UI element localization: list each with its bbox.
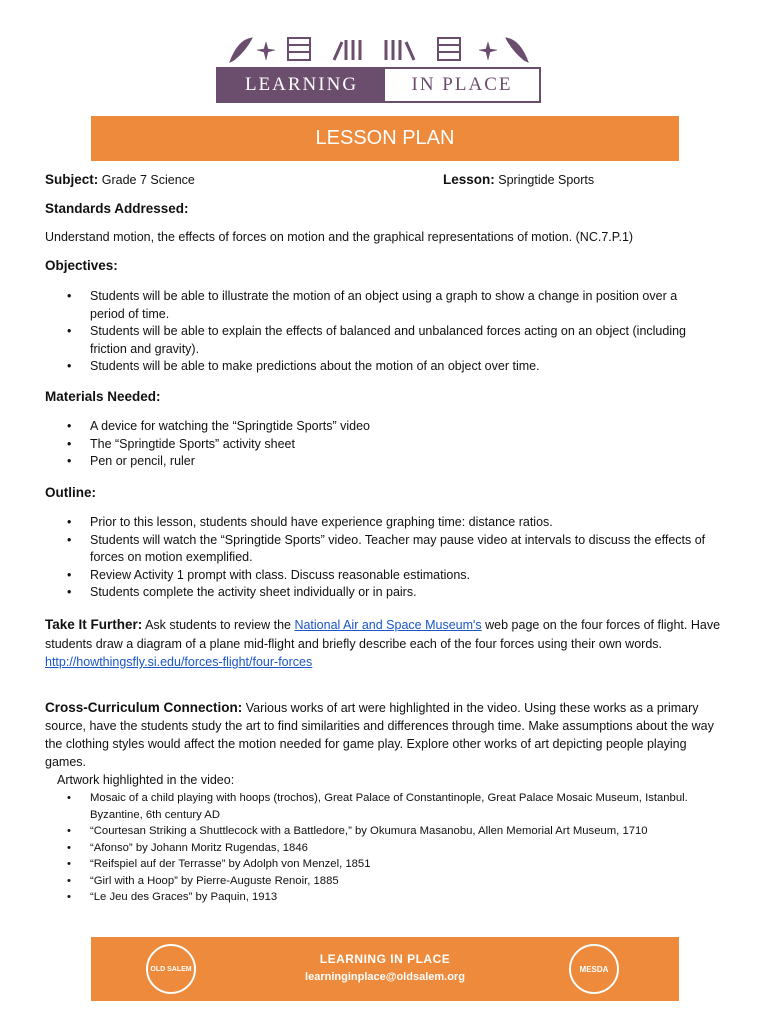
logo-left-text: LEARNING	[218, 69, 385, 101]
subject-value: Grade 7 Science	[101, 173, 195, 187]
take-it-further	[45, 616, 730, 672]
further-text-1: Ask students to review the	[145, 618, 291, 632]
book-icon	[288, 38, 310, 60]
star-icon	[257, 42, 275, 60]
footer-title: LEARNING IN PLACE	[319, 952, 451, 966]
artwork-list	[45, 790, 725, 906]
further-label: Take It Further:	[45, 617, 143, 632]
star-icon-2	[479, 42, 497, 60]
footer-banner	[91, 937, 679, 1001]
list-item: • “Le Jeu des Graces” by Paquin, 1913	[45, 889, 725, 906]
old-salem-seal: OLD SALEM	[146, 944, 196, 994]
list-item: • Students will be able to explain the effects of balanced and unbalanced forces acting on an object (including friction and gravity).	[45, 323, 710, 358]
quill-icon	[230, 38, 252, 62]
lesson-line	[443, 171, 594, 189]
list-item: • Students will be able to make predictions about the motion of an object over time.	[45, 358, 710, 376]
list-item: • “Reifspiel auf der Terrasse” by Adolph von Menzel, 1851	[45, 856, 725, 873]
cross-label: Cross-Curriculum Connection:	[45, 700, 243, 715]
cross-curriculum	[45, 699, 730, 771]
lesson-label: Lesson:	[443, 172, 495, 187]
nasm-link[interactable]: National Air and Space Museum's	[294, 618, 482, 632]
quill-icon-2	[506, 38, 528, 62]
outline-list	[45, 514, 725, 602]
footer-email[interactable]: learninginplace@oldsalem.org	[305, 971, 465, 983]
artwork-heading: Artwork highlighted in the video:	[57, 773, 235, 787]
book-icon-2	[438, 38, 460, 60]
list-item: • A device for watching the “Springtide Sports” video	[45, 418, 710, 436]
standards-text: Understand motion, the effects of forces on motion and the graphical representations of motion. (NC.7.P.1)	[45, 230, 634, 244]
standards-heading: Standards Addressed:	[45, 201, 189, 216]
lesson-value: Springtide Sports	[498, 173, 595, 187]
further-text-2: web page on the four forces of flight. Have students draw a diagram of a plane mid-flight and briefly describe each of the four forces using their own words.	[45, 618, 721, 651]
objectives-heading: Objectives:	[45, 258, 118, 273]
books-icon	[334, 40, 360, 60]
mesda-seal: MESDA	[569, 944, 619, 994]
list-item: • Review Activity 1 prompt with class. Discuss reasonable estimations.	[45, 567, 725, 585]
list-item: • Students will be able to illustrate the motion of an object using a graph to show a change in position over a period of time.	[45, 288, 710, 323]
header-icons	[226, 34, 532, 66]
list-item: • Students will watch the “Springtide Sports” video. Teacher may pause video at intervals to discuss the effects of forces on motion exemplified.	[45, 532, 725, 567]
subject-line	[45, 171, 195, 189]
objectives-list	[45, 288, 710, 376]
list-item: • Prior to this lesson, students should have experience graphing time: distance ratios.	[45, 514, 725, 532]
list-item: • Pen or pencil, ruler	[45, 453, 710, 471]
list-item: • “Girl with a Hoop” by Pierre-Auguste Renoir, 1885	[45, 873, 725, 890]
lesson-plan-banner: LESSON PLAN	[91, 116, 679, 161]
subject-label: Subject:	[45, 172, 99, 187]
list-item: • “Afonso” by Johann Moritz Rugendas, 1846	[45, 840, 725, 857]
learning-in-place-logo	[216, 67, 541, 103]
logo-right-text: IN PLACE	[411, 74, 513, 95]
cross-text: Various works of art were highlighted in the video. Using these works as a primary source, have the students study the art to find similarities and differences through time. Make assumptions about the way the clothing styles would affect the motion needed for game play. Explore other works of art depicting people playing games.	[45, 701, 714, 769]
four-forces-url-link[interactable]: http://howthingsfly.si.edu/forces-flight/four-forces	[45, 655, 313, 669]
books-icon-2	[386, 40, 414, 60]
list-item: • The “Springtide Sports” activity sheet	[45, 436, 710, 454]
list-item: • Mosaic of a child playing with hoops (trochos), Great Palace of Constantinople, Great Palace Mosaic Museum, Istanbul. Byzantine, 6th century AD	[45, 790, 725, 823]
outline-heading: Outline:	[45, 485, 96, 500]
materials-list	[45, 418, 710, 471]
materials-heading: Materials Needed:	[45, 389, 161, 404]
list-item: • “Courtesan Striking a Shuttlecock with a Battledore,” by Okumura Masanobu, Allen Memorial Art Museum, 1710	[45, 823, 725, 840]
list-item: • Students complete the activity sheet individually or in pairs.	[45, 584, 725, 602]
